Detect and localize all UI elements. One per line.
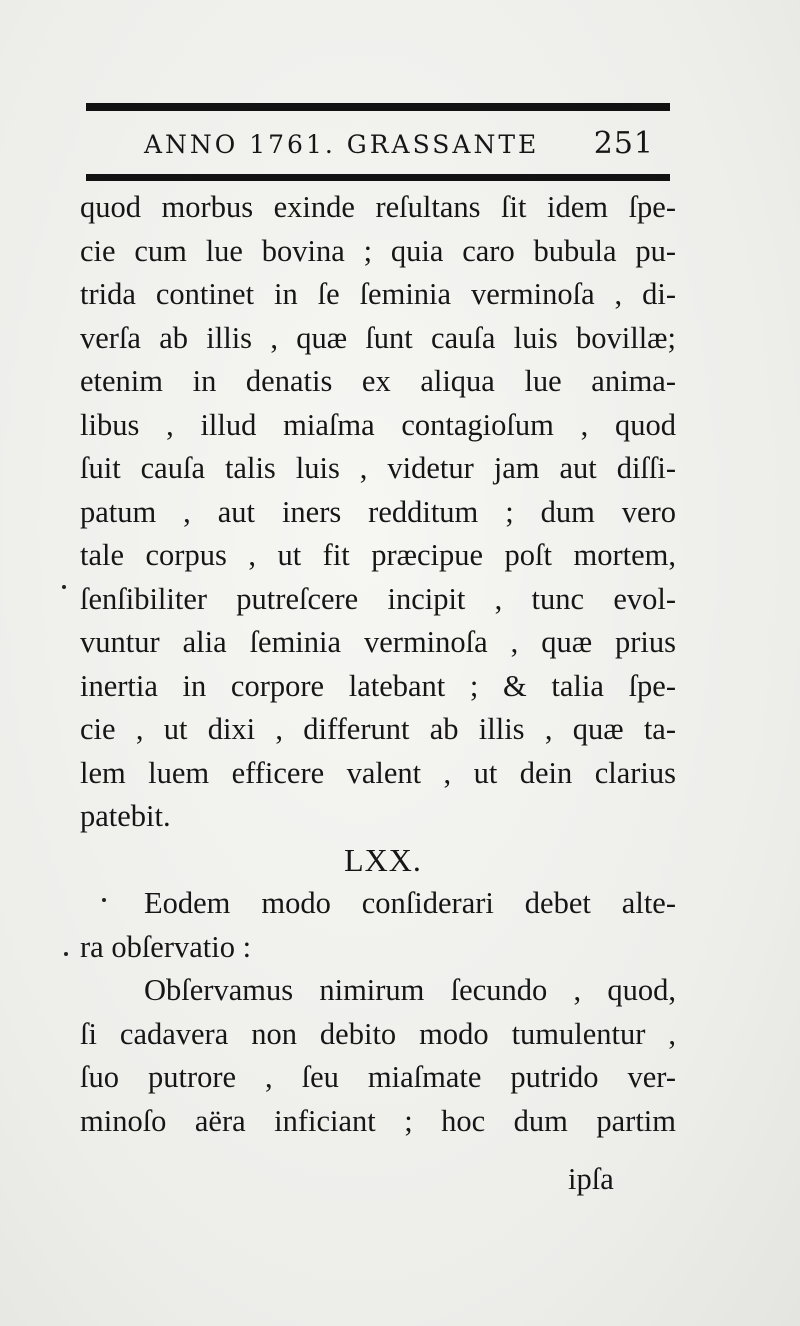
text-line: lem luem efficere valent , ut dein clarius <box>80 755 676 790</box>
text-line: patum , aut iners redditum ; dum vero <box>80 494 676 529</box>
ink-speck <box>62 585 66 589</box>
text-line: verſa ab illis , quæ ſunt cauſa luis bovillæ; <box>80 320 676 355</box>
catchword: ipſa <box>568 1162 614 1196</box>
text-line: Obſervamus nimirum ſecundo , quod, <box>144 973 676 1007</box>
running-head-title: ANNO 1761. GRASSANTE <box>144 130 540 159</box>
text-line: ſenſibiliter putreſcere incipit , tunc evol- <box>80 581 676 616</box>
header-rule-bottom <box>86 174 670 181</box>
text-line: ſuo putrore , ſeu miaſmate putrido ver- <box>80 1060 676 1094</box>
text-line: ſi cadavera non debito modo tumulentur , <box>80 1016 676 1051</box>
running-head <box>86 126 670 166</box>
text-line: tale corpus , ut fit præcipue poſt mortem, <box>80 538 676 572</box>
text-line: ra obſervatio : <box>80 929 252 964</box>
text-line: minoſo aëra inficiant ; hoc dum partim <box>80 1103 676 1138</box>
ink-speck <box>102 898 106 902</box>
text-line: inertia in corpore latebant ; & talia ſpe- <box>80 668 676 703</box>
text-line: ſuit cauſa talis luis , videtur jam aut diſſi- <box>80 451 676 485</box>
header-rule-top <box>86 103 670 111</box>
body-text <box>80 186 676 1143</box>
text-line: Eodem modo conſiderari debet alte- <box>144 886 676 920</box>
text-line: libus , illud miaſma contagioſum , quod <box>80 407 676 442</box>
page-number: 251 <box>593 126 654 161</box>
text-line: quod morbus exinde reſultans ſit idem ſpe- <box>80 190 676 224</box>
ink-speck <box>64 952 68 956</box>
text-line: cie cum lue bovina ; quia caro bubula pu- <box>80 233 676 268</box>
text-line: trida continet in ſe ſeminia verminoſa , di- <box>80 277 676 311</box>
text-line: cie , ut dixi , differunt ab illis , quæ ta- <box>80 712 676 746</box>
text-line: patebit. <box>80 799 171 833</box>
text-line: etenim in denatis ex aliqua lue anima- <box>80 364 676 398</box>
text-line: vuntur alia ſeminia verminoſa , quæ prius <box>80 625 676 659</box>
section-heading: LXX. <box>344 841 422 878</box>
